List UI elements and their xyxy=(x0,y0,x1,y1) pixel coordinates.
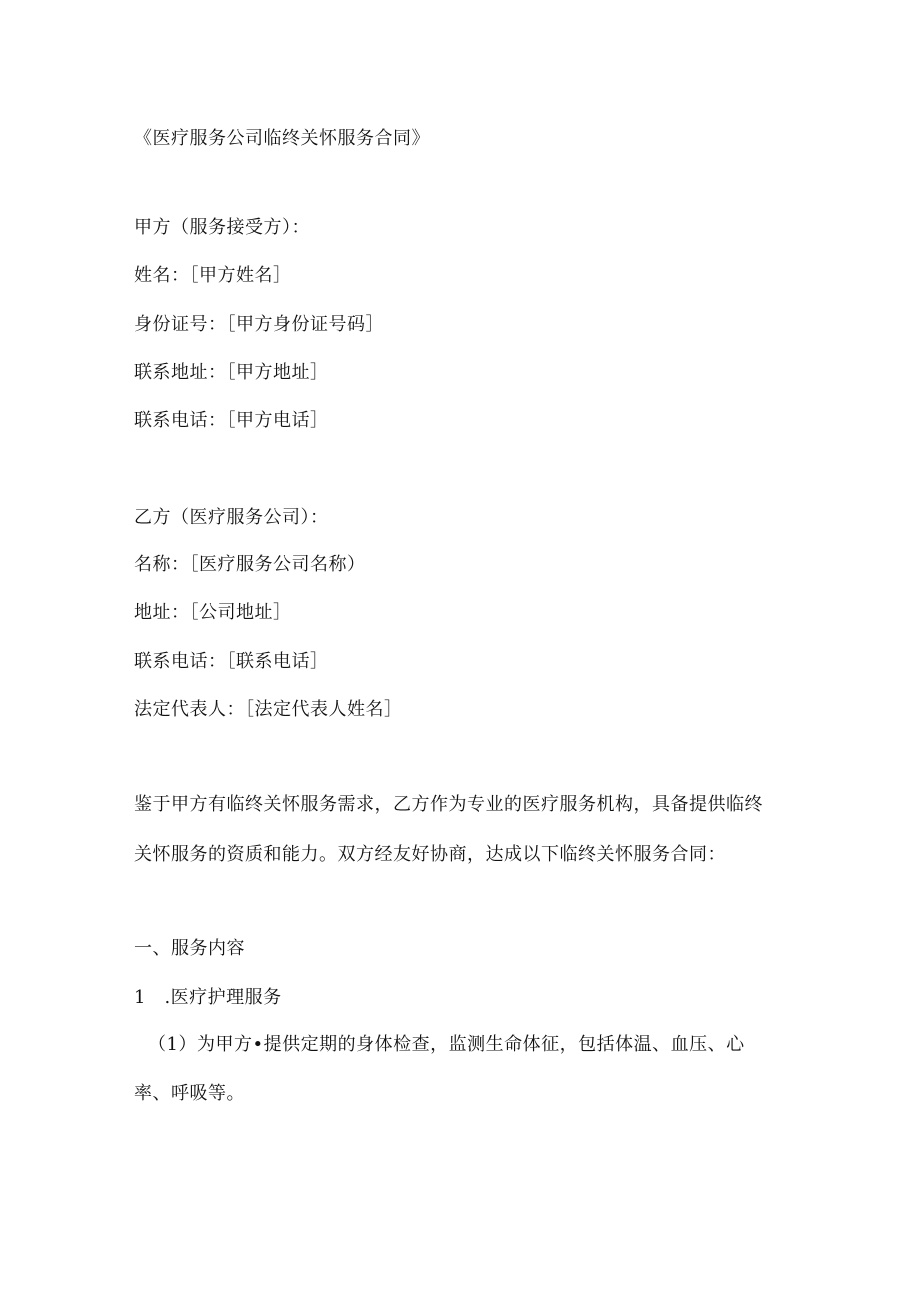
section-1-heading: 一、服务内容 xyxy=(134,938,245,959)
party-b-address: 地址：［公司地址］ xyxy=(134,602,292,623)
section-1-item-1: 1 .医疗护理服务 xyxy=(134,987,282,1008)
party-a-id-number: 身份证号：［甲方身份证号码］ xyxy=(134,314,384,335)
clause-1-line-1: （1）为甲方•提供定期的身体检查，监测生命体征，包括体温、血压、心 xyxy=(148,1034,745,1055)
party-b-heading: 乙方（医疗服务公司）： xyxy=(134,507,329,528)
contract-title: 《医疗服务公司临终关怀服务合同》 xyxy=(134,128,430,149)
party-a-name: 姓名：［甲方姓名］ xyxy=(134,265,292,286)
preamble-line-2: 关怀服务的资质和能力。双方经友好协商，达成以下临终关怀服务合同： xyxy=(134,844,726,865)
party-a-phone: 联系电话：［甲方电话］ xyxy=(134,410,329,431)
party-b-legal-representative: 法定代表人：［法定代表人姓名］ xyxy=(134,699,403,720)
preamble-line-1: 鉴于甲方有临终关怀服务需求，乙方作为专业的医疗服务机构，具备提供临终 xyxy=(134,794,763,815)
party-a-heading: 甲方（服务接受方）： xyxy=(134,217,310,238)
clause-1-line-2: 率、呼吸等。 xyxy=(134,1083,245,1104)
party-b-name: 名称：［医疗服务公司名称） xyxy=(134,554,366,575)
party-b-phone: 联系电话：［联系电话］ xyxy=(134,651,329,672)
party-a-address: 联系地址：［甲方地址］ xyxy=(134,362,329,383)
